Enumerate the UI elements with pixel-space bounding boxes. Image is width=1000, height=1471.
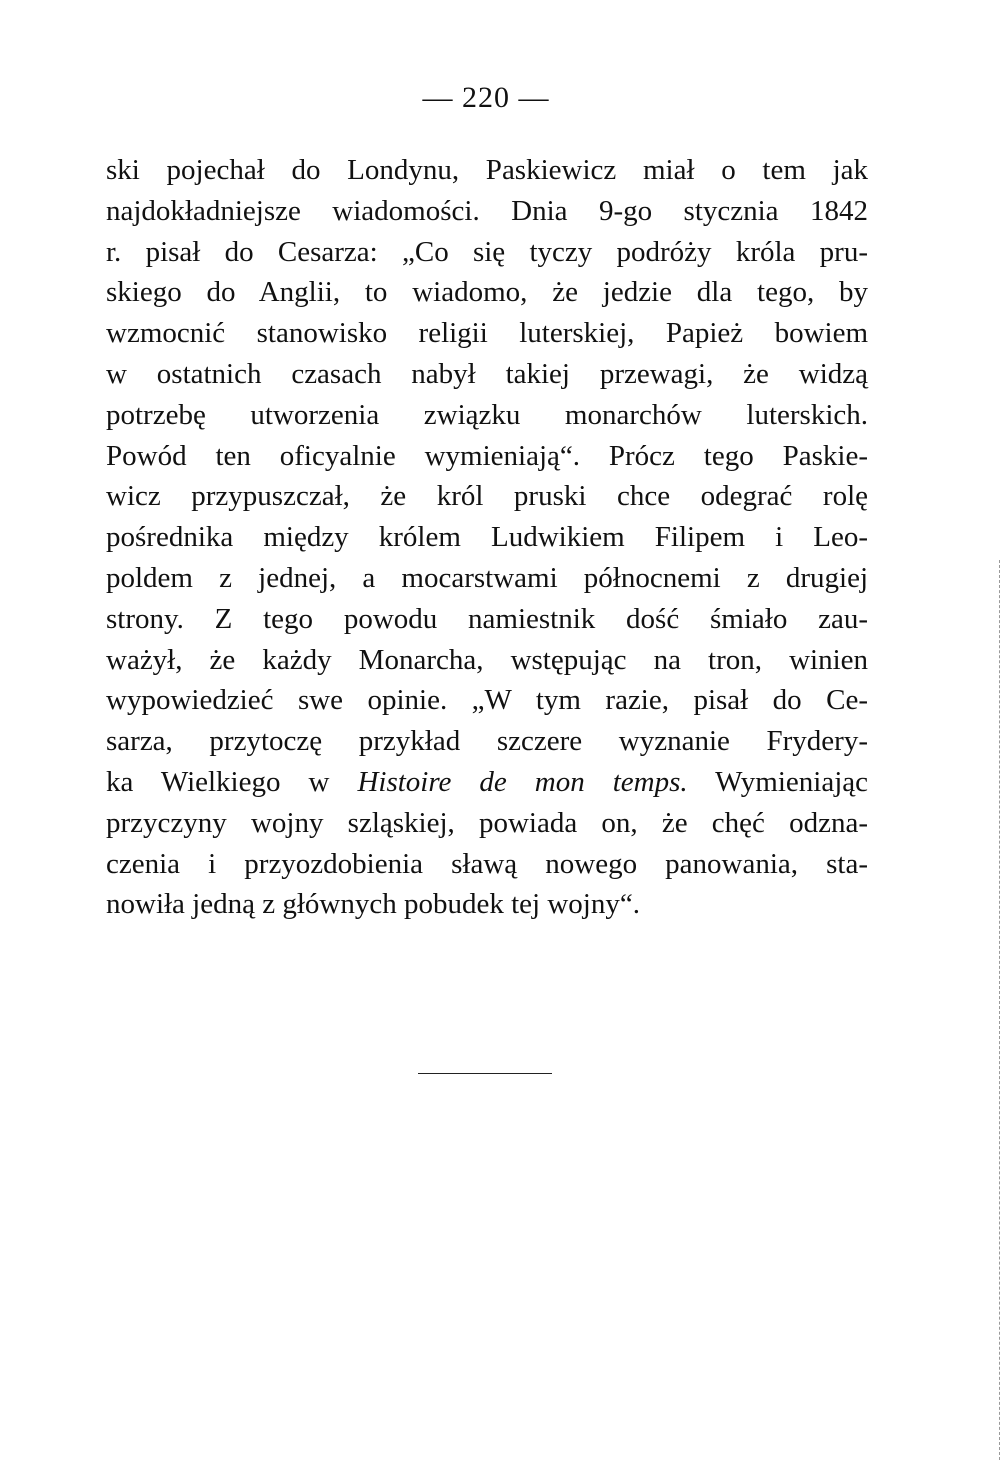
text-line <box>106 354 868 395</box>
text-line <box>106 191 868 232</box>
text-segment: w ostatnich czasach nabył takiej przewagi, że widzą <box>106 357 868 390</box>
body-text <box>106 150 868 925</box>
text-segment: najdokładniejsze wiadomości. Dnia 9-go stycznia 1842 <box>106 194 868 227</box>
text-line <box>106 272 868 313</box>
text-line <box>106 884 868 925</box>
text-segment: sarza, przytoczę przykład szczere wyznanie Frydery- <box>106 725 868 758</box>
text-line <box>106 395 868 436</box>
text-segment: wzmocnić stanowisko religii luterskiej, Papież bowiem <box>106 317 868 350</box>
text-line <box>106 313 868 354</box>
italic-title: Histoire de mon temps. <box>357 765 688 798</box>
text-segment: potrzebę utworzenia związku monarchów luterskich. <box>106 398 868 431</box>
text-line <box>106 680 868 721</box>
text-line <box>106 762 868 803</box>
text-line <box>106 558 868 599</box>
text-segment: skiego do Anglii, to wiadomo, że jedzie dla tego, by <box>106 276 868 309</box>
text-segment: nowiła jedną z głównych pobudek tej wojny“. <box>106 888 640 921</box>
text-segment: r. pisał do Cesarza: „Co się tyczy podróży króla pru- <box>106 235 868 268</box>
text-segment: wypowiedzieć swe opinie. „W tym razie, pisał do Ce- <box>106 684 868 717</box>
text-segment: Powód ten oficyalnie wymieniają“. Prócz tego Paskie- <box>106 439 868 472</box>
text-line <box>106 232 868 273</box>
end-rule <box>418 1073 552 1074</box>
text-segment: ski pojechał do Londynu, Paskiewicz miał o tem jak <box>106 154 868 186</box>
text-segment: przyczyny wojny szląskiej, powiada on, że chęć odzna- <box>106 806 868 839</box>
text-line <box>106 436 868 477</box>
text-segment: pośrednika między królem Ludwikiem Filipem i Leo- <box>106 521 868 554</box>
text-line <box>106 803 868 844</box>
text-segment: poldem z jednej, a mocarstwami północnemi z drugiej <box>106 561 868 594</box>
text-segment: Wymieniając <box>687 765 868 798</box>
text-line <box>106 844 868 885</box>
text-line <box>106 476 868 517</box>
text-line <box>106 517 868 558</box>
page-edge-marks <box>996 560 1000 1460</box>
page-number: — 220 — <box>422 81 550 114</box>
text-line <box>106 721 868 762</box>
text-segment: wicz przypuszczał, że król pruski chce odegrać rolę <box>106 480 868 513</box>
text-line <box>106 640 868 681</box>
text-line <box>106 150 868 191</box>
text-segment: ważył, że każdy Monarcha, wstępując na tron, winien <box>106 643 868 676</box>
text-segment: strony. Z tego powodu namiestnik dość śmiało zau- <box>106 602 868 635</box>
text-segment: ka Wielkiego w <box>106 765 358 798</box>
text-segment: czenia i przyozdobienia sławą nowego panowania, sta- <box>106 847 868 880</box>
text-line <box>106 599 868 640</box>
